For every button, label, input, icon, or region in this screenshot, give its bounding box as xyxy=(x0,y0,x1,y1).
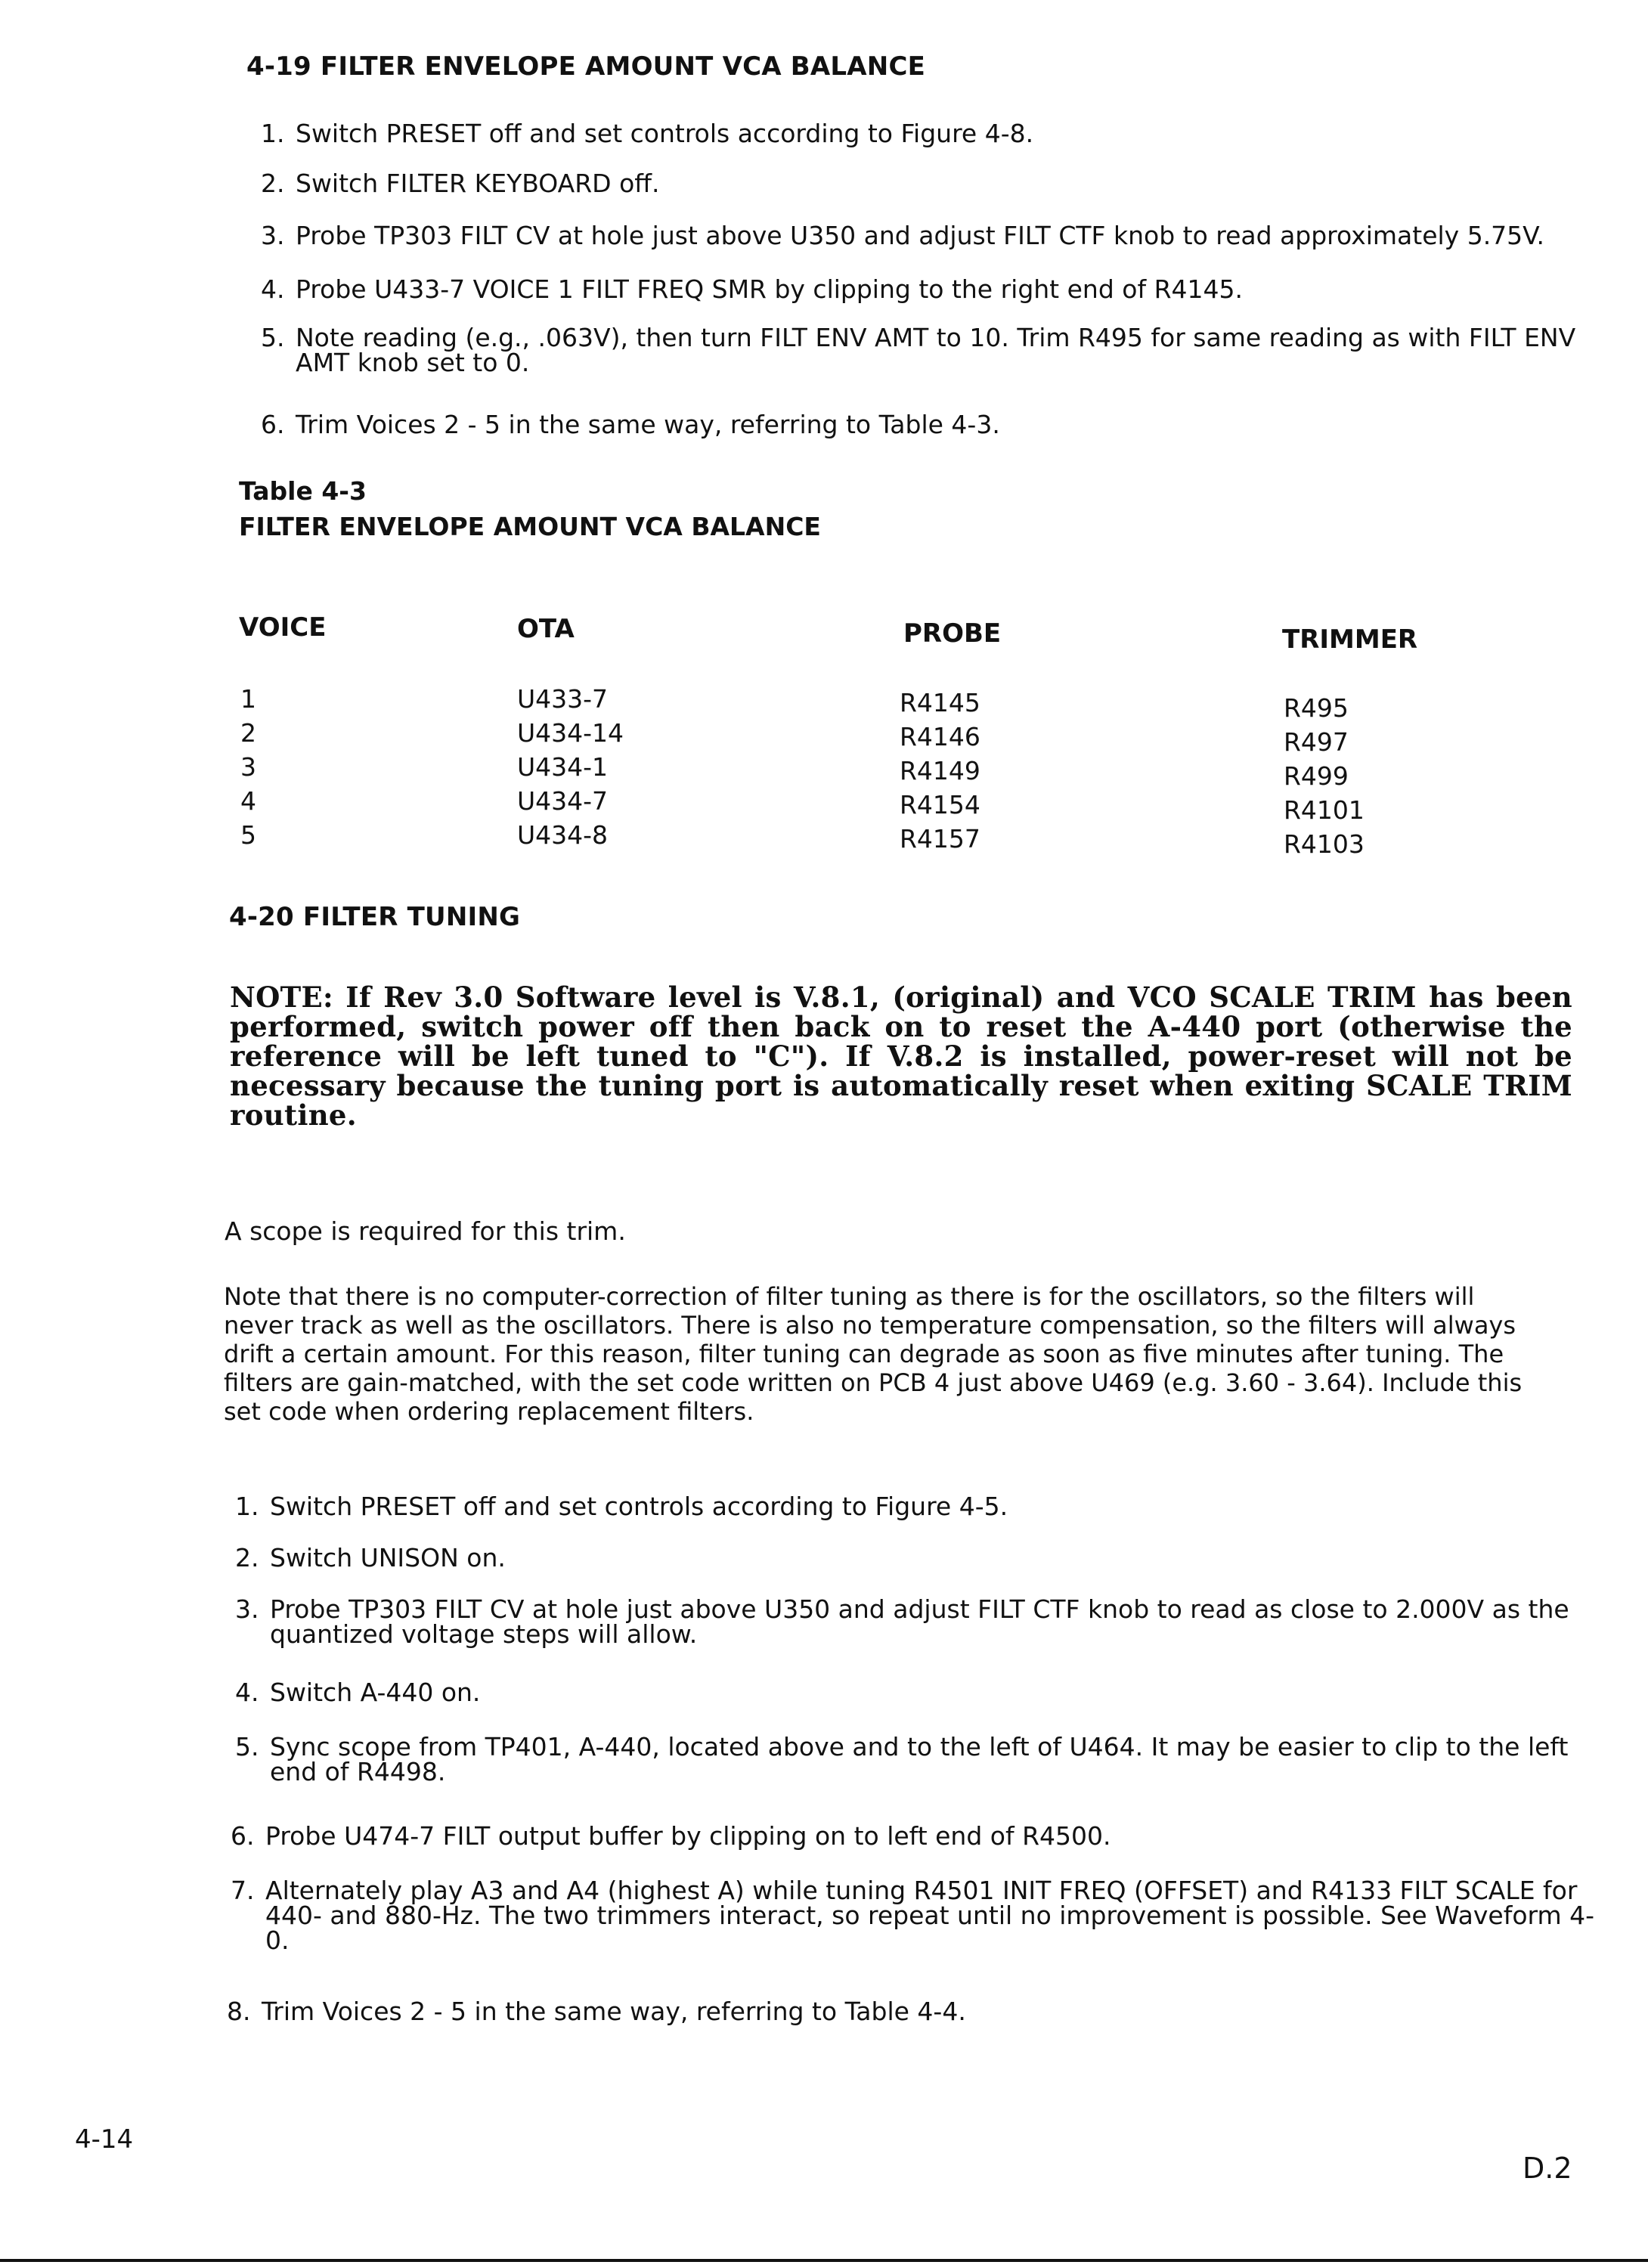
step-text: Probe TP303 FILT CV at hole just above U350 and adjust FILT CTF knob to read as close to 2.000V as the quantized voltage steps will allow. xyxy=(270,1594,1569,1649)
table-header-ota: OTA xyxy=(517,614,575,644)
step-number: 2. xyxy=(235,1543,259,1572)
step-text: Alternately play A3 and A4 (highest A) while tuning R4501 INIT FREQ (OFFSET) and R4133 FILT SCALE for 440- and 880-Hz. The two trimmers interact, so repeat until no improvement is possible. See Waveform 4-0. xyxy=(265,1876,1595,1955)
table-header-probe: PROBE xyxy=(903,618,1002,649)
table-caption-title: FILTER ENVELOPE AMOUNT VCA BALANCE xyxy=(239,512,821,541)
step-text: Switch PRESET off and set controls according to Figure 4-5. xyxy=(270,1492,1008,1521)
step-number: 1. xyxy=(235,1492,259,1521)
table-cell-ota: U433-7 xyxy=(517,684,609,714)
table-cell-trimmer: R4101 xyxy=(1284,795,1365,825)
step-text: Sync scope from TP401, A-440, located above and to the left of U464. It may be easier to clip to the left end of R4498. xyxy=(270,1732,1569,1786)
table-cell-voice: 1 xyxy=(240,684,256,714)
step-number: 5. xyxy=(235,1732,259,1761)
table-cell-trimmer: R4103 xyxy=(1284,829,1365,859)
step-text: Probe U433-7 VOICE 1 FILT FREQ SMR by clipping to the right end of R4145. xyxy=(296,274,1243,304)
section-heading-4-20: 4-20 FILTER TUNING xyxy=(229,902,521,932)
step-text: Probe TP303 FILT CV at hole just above U350 and adjust FILT CTF knob to read approximately 5.75V. xyxy=(296,221,1544,250)
table-caption-number: Table 4-3 xyxy=(239,476,367,506)
step-number: 3. xyxy=(261,221,285,250)
table-cell-ota: U434-7 xyxy=(517,786,609,816)
step-text: Probe U474-7 FILT output buffer by clipping on to left end of R4500. xyxy=(265,1821,1111,1851)
table-cell-trimmer: R497 xyxy=(1284,727,1349,757)
table-cell-trimmer: R495 xyxy=(1284,693,1349,723)
table-cell-ota: U434-1 xyxy=(517,752,609,782)
bottom-rule xyxy=(0,2259,1648,2262)
section-heading-4-19: 4-19 FILTER ENVELOPE AMOUNT VCA BALANCE xyxy=(246,51,926,82)
table-cell-voice: 5 xyxy=(240,820,256,850)
table-cell-probe: R4146 xyxy=(900,722,980,751)
table-cell-ota: U434-8 xyxy=(517,820,609,850)
step-number: 5. xyxy=(261,323,285,352)
step-text: Trim Voices 2 - 5 in the same way, referring to Table 4-3. xyxy=(296,410,1000,439)
table-cell-probe: R4149 xyxy=(900,756,980,785)
step-text: Switch PRESET off and set controls according to Figure 4-8. xyxy=(296,119,1034,148)
step-number: 2. xyxy=(261,169,285,198)
step-number: 3. xyxy=(235,1594,259,1624)
step-number: 6. xyxy=(261,410,285,439)
step-text: Switch FILTER KEYBOARD off. xyxy=(296,169,660,198)
page-number: 4-14 xyxy=(75,2124,134,2155)
step-number: 6. xyxy=(231,1821,255,1851)
scope-requirement: A scope is required for this trim. xyxy=(225,1216,626,1246)
step-number: 1. xyxy=(261,119,285,148)
table-header-voice: VOICE xyxy=(239,612,327,643)
table-cell-trimmer: R499 xyxy=(1284,761,1349,791)
step-number: 4. xyxy=(261,274,285,304)
step-text: Switch A-440 on. xyxy=(270,1678,481,1707)
table-cell-voice: 2 xyxy=(240,718,256,748)
table-cell-voice: 4 xyxy=(240,786,256,816)
step-text: Trim Voices 2 - 5 in the same way, referring to Table 4-4. xyxy=(262,1997,966,2026)
step-number: 7. xyxy=(231,1876,255,1905)
tuning-paragraph: Note that there is no computer-correction of filter tuning as there is for the oscillators, so the filters will never track as well as the oscillators. There is also no temperature compensation, so the filters will always drift a certain amount. For this reason, filter tuning can degrade as soon as five minutes after tuning. The filters are gain-matched, with the set code written on PCB 4 just above U469 (e.g. 3.60 - 3.64). Include this set code when ordering replacement filters. xyxy=(224,1282,1523,1426)
step-number: 4. xyxy=(235,1678,259,1707)
table-cell-probe: R4157 xyxy=(900,824,980,854)
step-text: Note reading (e.g., .063V), then turn FILT ENV AMT to 10. Trim R495 for same reading as with FILT ENV AMT knob set to 0. xyxy=(296,323,1576,377)
table-cell-ota: U434-14 xyxy=(517,718,624,748)
step-number: 8. xyxy=(227,1997,251,2026)
software-note: NOTE: If Rev 3.0 Software level is V.8.1, (original) and VCO SCALE TRIM has been performed, switch power off then back on to reset the A-440 port (otherwise the reference will be left tuned to "C"). If V.8.2 is installed, power-reset will not be necessary because the tuning port is automatically reset when exiting SCALE TRIM routine. xyxy=(230,981,1572,1132)
revision-code: D.2 xyxy=(1523,2152,1572,2185)
table-cell-probe: R4145 xyxy=(900,688,980,717)
table-header-trimmer: TRIMMER xyxy=(1282,624,1418,655)
table-cell-probe: R4154 xyxy=(900,790,980,820)
table-cell-voice: 3 xyxy=(240,752,256,782)
step-text: Switch UNISON on. xyxy=(270,1543,506,1572)
